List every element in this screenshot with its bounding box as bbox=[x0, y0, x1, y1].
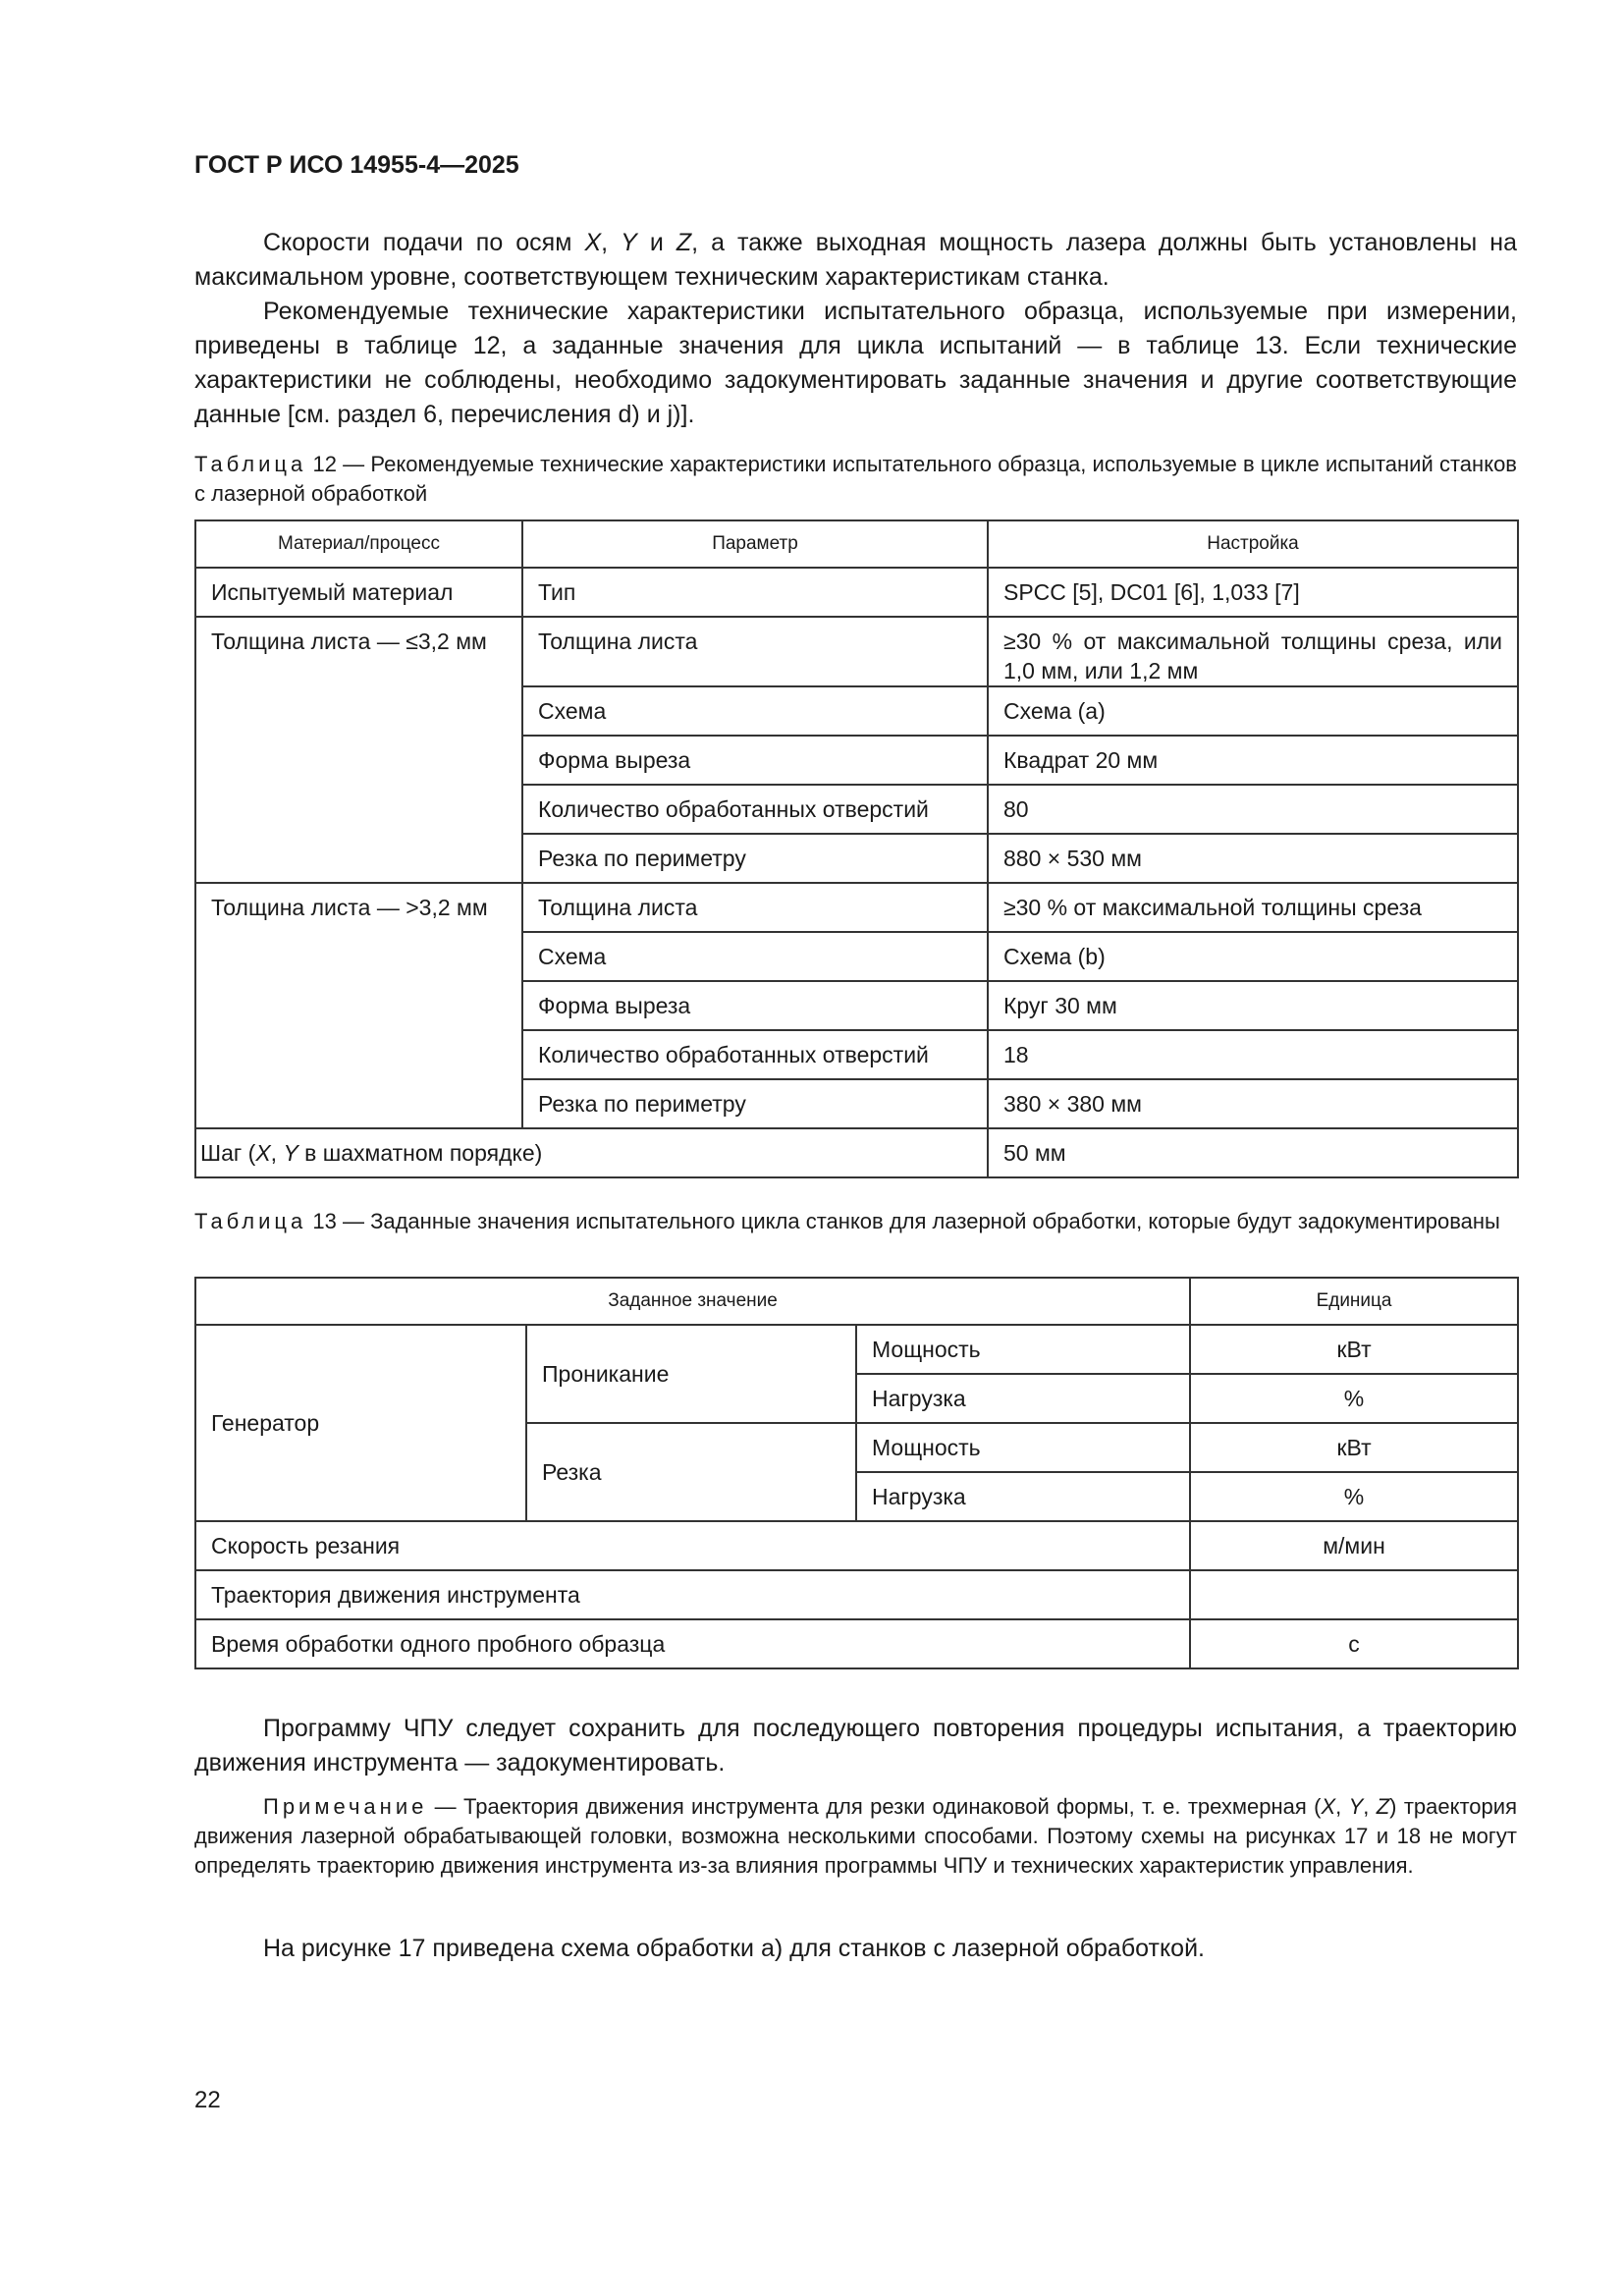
table-cell: Круг 30 мм bbox=[988, 981, 1518, 1030]
table-row bbox=[195, 1619, 1518, 1668]
after-paragraph-2: На рисунке 17 приведена схема обработки a) для станков с лазерной обработкой. bbox=[263, 1935, 1205, 1962]
document-header: ГОСТ Р ИСО 14955-4—2025 bbox=[194, 151, 519, 179]
intro-paragraph-2: Рекомендуемые технические характеристики испытательного образца, используемые при измерении, приведены в таблице 12, а заданные значения для цикла испытаний — в таблице 13. Если технические характеристики не соблюдены, необходимо задокументировать заданные значения и другие соответствующие данные [см. раздел 6, перечисления d) и j)]. bbox=[194, 298, 1517, 428]
table-cell: м/мин bbox=[1190, 1521, 1518, 1570]
table-cell: ≥30 % от максимальной толщины среза bbox=[988, 883, 1518, 932]
table-cell: Нагрузка bbox=[856, 1472, 1190, 1521]
table-cell: Траектория движения инструмента bbox=[195, 1570, 1190, 1619]
intro-paragraph-1: Скорости подачи по осям X, Y и Z, а также выходная мощность лазера должны быть установлены на максимальном уровне, соответствующем техническим характеристикам станка. bbox=[194, 229, 1517, 291]
table-cell: Шаг (X, Y в шахматном порядке) bbox=[195, 1128, 988, 1177]
table-cell: Резка bbox=[526, 1423, 856, 1521]
table-cell: Резка по периметру bbox=[522, 1079, 988, 1128]
table-cell: Проникание bbox=[526, 1325, 856, 1423]
table-cell: Генератор bbox=[195, 1325, 526, 1521]
table-cell: кВт bbox=[1190, 1325, 1518, 1374]
table-cell: Испытуемый материал bbox=[195, 568, 522, 617]
table-12 bbox=[194, 519, 1519, 1178]
table-cell: Толщина листа bbox=[522, 883, 988, 932]
table-cell: с bbox=[1190, 1619, 1518, 1668]
table-cell: Толщина листа bbox=[522, 617, 988, 686]
table-cell: 18 bbox=[988, 1030, 1518, 1079]
table-cell: кВт bbox=[1190, 1423, 1518, 1472]
table-cell: % bbox=[1190, 1472, 1518, 1521]
table13-caption: Таблица 13 — Заданные значения испытательного цикла станков для лазерной обработки, которые будут задокументированы bbox=[194, 1209, 1500, 1233]
note-paragraph: Примечание — Траектория движения инструмента для резки одинаковой формы, т. е. трехмерная (X, Y, Z) траектория движения лазерной обрабатывающей головки, возможна несколькими способами. Поэтому схемы на рисунках 17 и 18 не могут определять траекторию движения инструмента из-за влияния программы ЧПУ и технических характеристик управления. bbox=[194, 1794, 1517, 1878]
table-row bbox=[195, 617, 1518, 686]
table-row bbox=[195, 1128, 1518, 1177]
table-row bbox=[195, 1521, 1518, 1570]
table12-header-parameter: Параметр bbox=[522, 520, 988, 568]
table-cell: Форма выреза bbox=[522, 981, 988, 1030]
table-cell: Нагрузка bbox=[856, 1374, 1190, 1423]
table-cell: Толщина листа — ≤3,2 мм bbox=[195, 617, 522, 883]
table-cell: 80 bbox=[988, 785, 1518, 834]
table12-header-material: Материал/процесс bbox=[195, 520, 522, 568]
table-cell bbox=[1190, 1570, 1518, 1619]
table-cell: Мощность bbox=[856, 1325, 1190, 1374]
table-cell: Мощность bbox=[856, 1423, 1190, 1472]
table-cell: Схема bbox=[522, 686, 988, 736]
table-cell: Тип bbox=[522, 568, 988, 617]
table-13 bbox=[194, 1277, 1519, 1669]
table-cell: 380 × 380 мм bbox=[988, 1079, 1518, 1128]
table-cell: Скорость резания bbox=[195, 1521, 1190, 1570]
table-cell: Толщина листа — >3,2 мм bbox=[195, 883, 522, 1128]
table-cell: Форма выреза bbox=[522, 736, 988, 785]
table-cell: Резка по периметру bbox=[522, 834, 988, 883]
table-cell: 50 мм bbox=[988, 1128, 1518, 1177]
table13-header-unit: Единица bbox=[1190, 1278, 1518, 1325]
table-cell: Схема (a) bbox=[988, 686, 1518, 736]
table-cell: ≥30 % от максимальной толщины среза, или 1,0 мм, или 1,2 мм bbox=[988, 617, 1518, 686]
table-cell: Количество обработанных отверстий bbox=[522, 785, 988, 834]
table-row bbox=[195, 883, 1518, 932]
table-cell: Схема (b) bbox=[988, 932, 1518, 981]
table12-header-setting: Настройка bbox=[988, 520, 1518, 568]
page-number: 22 bbox=[194, 2087, 221, 2113]
table-cell: Время обработки одного пробного образца bbox=[195, 1619, 1190, 1668]
table-row bbox=[195, 1325, 1518, 1374]
table13-header-value: Заданное значение bbox=[195, 1278, 1190, 1325]
table-cell: 880 × 530 мм bbox=[988, 834, 1518, 883]
after-paragraph-1: Программу ЧПУ следует сохранить для последующего повторения процедуры испытания, а траекторию движения инструмента — задокументировать. bbox=[194, 1715, 1517, 1777]
table-cell: % bbox=[1190, 1374, 1518, 1423]
table-cell: Квадрат 20 мм bbox=[988, 736, 1518, 785]
table-cell: SPCC [5], DC01 [6], 1,033 [7] bbox=[988, 568, 1518, 617]
table-row bbox=[195, 568, 1518, 617]
table12-caption: Таблица 12 — Рекомендуемые технические характеристики испытательного образца, используемые в цикле испытаний станков с лазерной обработкой bbox=[194, 452, 1517, 506]
table-cell: Схема bbox=[522, 932, 988, 981]
table-row bbox=[195, 1570, 1518, 1619]
table-cell: Количество обработанных отверстий bbox=[522, 1030, 988, 1079]
